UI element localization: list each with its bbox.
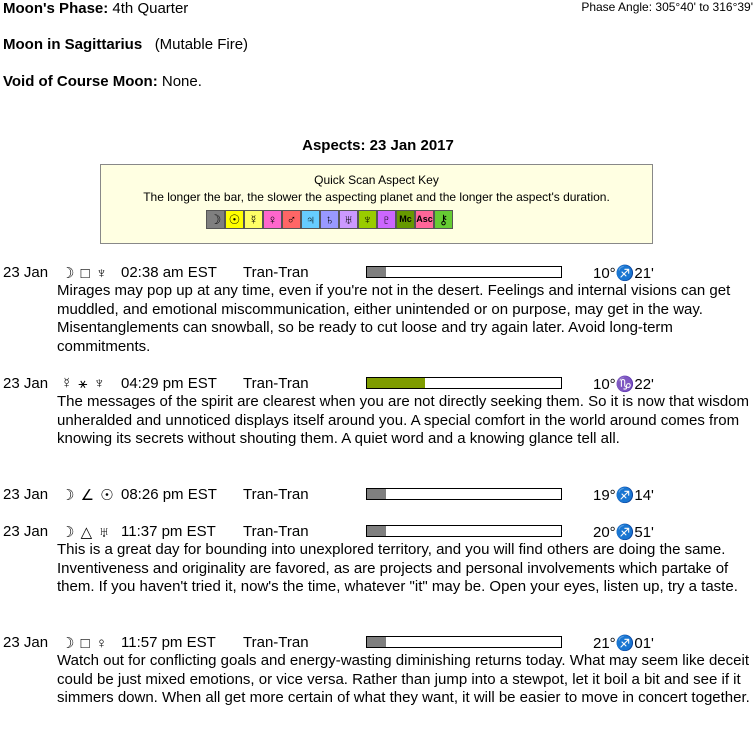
phase-angle-label: Phase Angle:: [581, 0, 653, 14]
aspect-kind: Tran-Tran: [243, 264, 309, 281]
sun-swatch: ☉: [225, 210, 244, 229]
aspect-glyphs: ☽ □ ♀: [61, 635, 109, 652]
chiron-swatch: ⚷: [434, 210, 453, 229]
aspect-glyphs: ☽ △ ♅: [61, 524, 111, 541]
phase-angle: [581, 0, 753, 14]
mercury-swatch: ☿: [244, 210, 263, 229]
moon-sign-row: [3, 36, 248, 53]
aspect-duration-fill: [367, 637, 386, 647]
aspect-duration-fill: [367, 267, 386, 277]
aspect-duration-fill: [367, 489, 386, 499]
aspects-title: Aspects: 23 Jan 2017: [302, 137, 454, 154]
aspect-key-swatches: [206, 210, 453, 229]
aspect-time: 02:38 am EST: [121, 264, 217, 281]
aspect-degree: 19°♐14': [593, 487, 654, 504]
aspect-duration-fill: [367, 526, 386, 536]
aspect-kind: Tran-Tran: [243, 486, 309, 503]
aspect-date: 23 Jan: [3, 486, 49, 503]
aspect-date: 23 Jan: [3, 375, 49, 392]
aspect-time: 11:57 pm EST: [121, 634, 216, 651]
aspect-duration-bar: [366, 636, 562, 648]
aspect-degree: 20°♐51': [593, 524, 654, 541]
moon-phase-row: [3, 0, 188, 17]
aspect-duration-bar: [366, 377, 562, 389]
aspect-degree: 10°♐21': [593, 265, 654, 282]
aspect-interpretation: This is a great day for bounding into unexplored territory, and you will find others are doing the same. Inventiveness and originality are favored, as are projects and personal involvements which partake of them. If you haven't tried it, now's the time, whatever "it" may be. Open your eyes, listen up, try a taste.: [57, 541, 738, 595]
mars-swatch: ♂: [282, 210, 301, 229]
aspect-key-box: [100, 164, 653, 244]
moon-phase-value: 4th Quarter: [112, 0, 189, 17]
aspect-time: 08:26 pm EST: [121, 486, 217, 503]
uranus-swatch: ♅: [339, 210, 358, 229]
aspect-key-title: Quick Scan Aspect Key: [314, 173, 439, 187]
phase-angle-value: 305°40' to 316°39': [655, 0, 753, 14]
aspect-time: 11:37 pm EST: [121, 523, 216, 540]
aspect-degree: 10°♑22': [593, 376, 654, 393]
void-of-course-value: None.: [161, 73, 202, 90]
aspect-duration-bar: [366, 488, 562, 500]
aspect-key-description: The longer the bar, the slower the aspecting planet and the longer the aspect's duration.: [143, 190, 610, 204]
midheaven-swatch: Mc: [396, 210, 415, 229]
aspect-duration-bar: [366, 266, 562, 278]
aspect-duration-bar: [366, 525, 562, 537]
aspect-degree: 21°♐01': [593, 635, 654, 652]
void-of-course-row: [3, 73, 202, 90]
aspect-interpretation: Watch out for conflicting goals and energy-wasting diminishing returns today. What may seem like deceit could be just mixed emotions, or vice versa. Rather than jump into a stewpot, let it boil a bit and see if it simmers down. When all get more certain of what they want, it will be easier to move in concert together.: [57, 652, 750, 706]
aspect-date: 23 Jan: [3, 523, 49, 540]
ascendant-swatch: Asc: [415, 210, 434, 229]
aspect-kind: Tran-Tran: [243, 375, 309, 392]
aspect-glyphs: ☽ □ ♆: [61, 265, 109, 282]
aspect-interpretation: The messages of the spirit are clearest when you are not directly seeking them. So it is now that wisdom unheralded and unnoticed displays itself around you. A special comfort in the world around comes from knowing its secrets without shouting them. A quiet word and a knowing glance tell all.: [57, 393, 749, 447]
moon-phase-label: Moon's Phase:: [3, 0, 109, 17]
venus-swatch: ♀: [263, 210, 282, 229]
aspect-kind: Tran-Tran: [243, 523, 309, 540]
neptune-swatch: ♆: [358, 210, 377, 229]
aspect-kind: Tran-Tran: [243, 634, 309, 651]
aspect-date: 23 Jan: [3, 264, 49, 281]
saturn-swatch: ♄: [320, 210, 339, 229]
aspect-time: 04:29 pm EST: [121, 375, 217, 392]
aspect-glyphs: ☽ ∠ ☉: [61, 487, 115, 504]
aspect-duration-fill: [367, 378, 425, 388]
aspect-date: 23 Jan: [3, 634, 49, 651]
moon-sign-element: (Mutable Fire): [154, 36, 249, 53]
aspect-interpretation: Mirages may pop up at any time, even if you're not in the desert. Feelings and internal visions can get muddled, and emotional miscommunication, either unintended or on purpose, may get in the way. Misentanglements can snowball, so be ready to cut loose and try again later. Avoid long-term commitments.: [57, 282, 731, 355]
moon-swatch: ☽: [206, 210, 225, 229]
void-of-course-label: Void of Course Moon:: [3, 73, 158, 90]
pluto-swatch: ♇: [377, 210, 396, 229]
moon-sign-label: Moon in Sagittarius: [3, 36, 143, 53]
jupiter-swatch: ♃: [301, 210, 320, 229]
aspect-glyphs: ☿ ⚹ ♆: [61, 375, 106, 392]
